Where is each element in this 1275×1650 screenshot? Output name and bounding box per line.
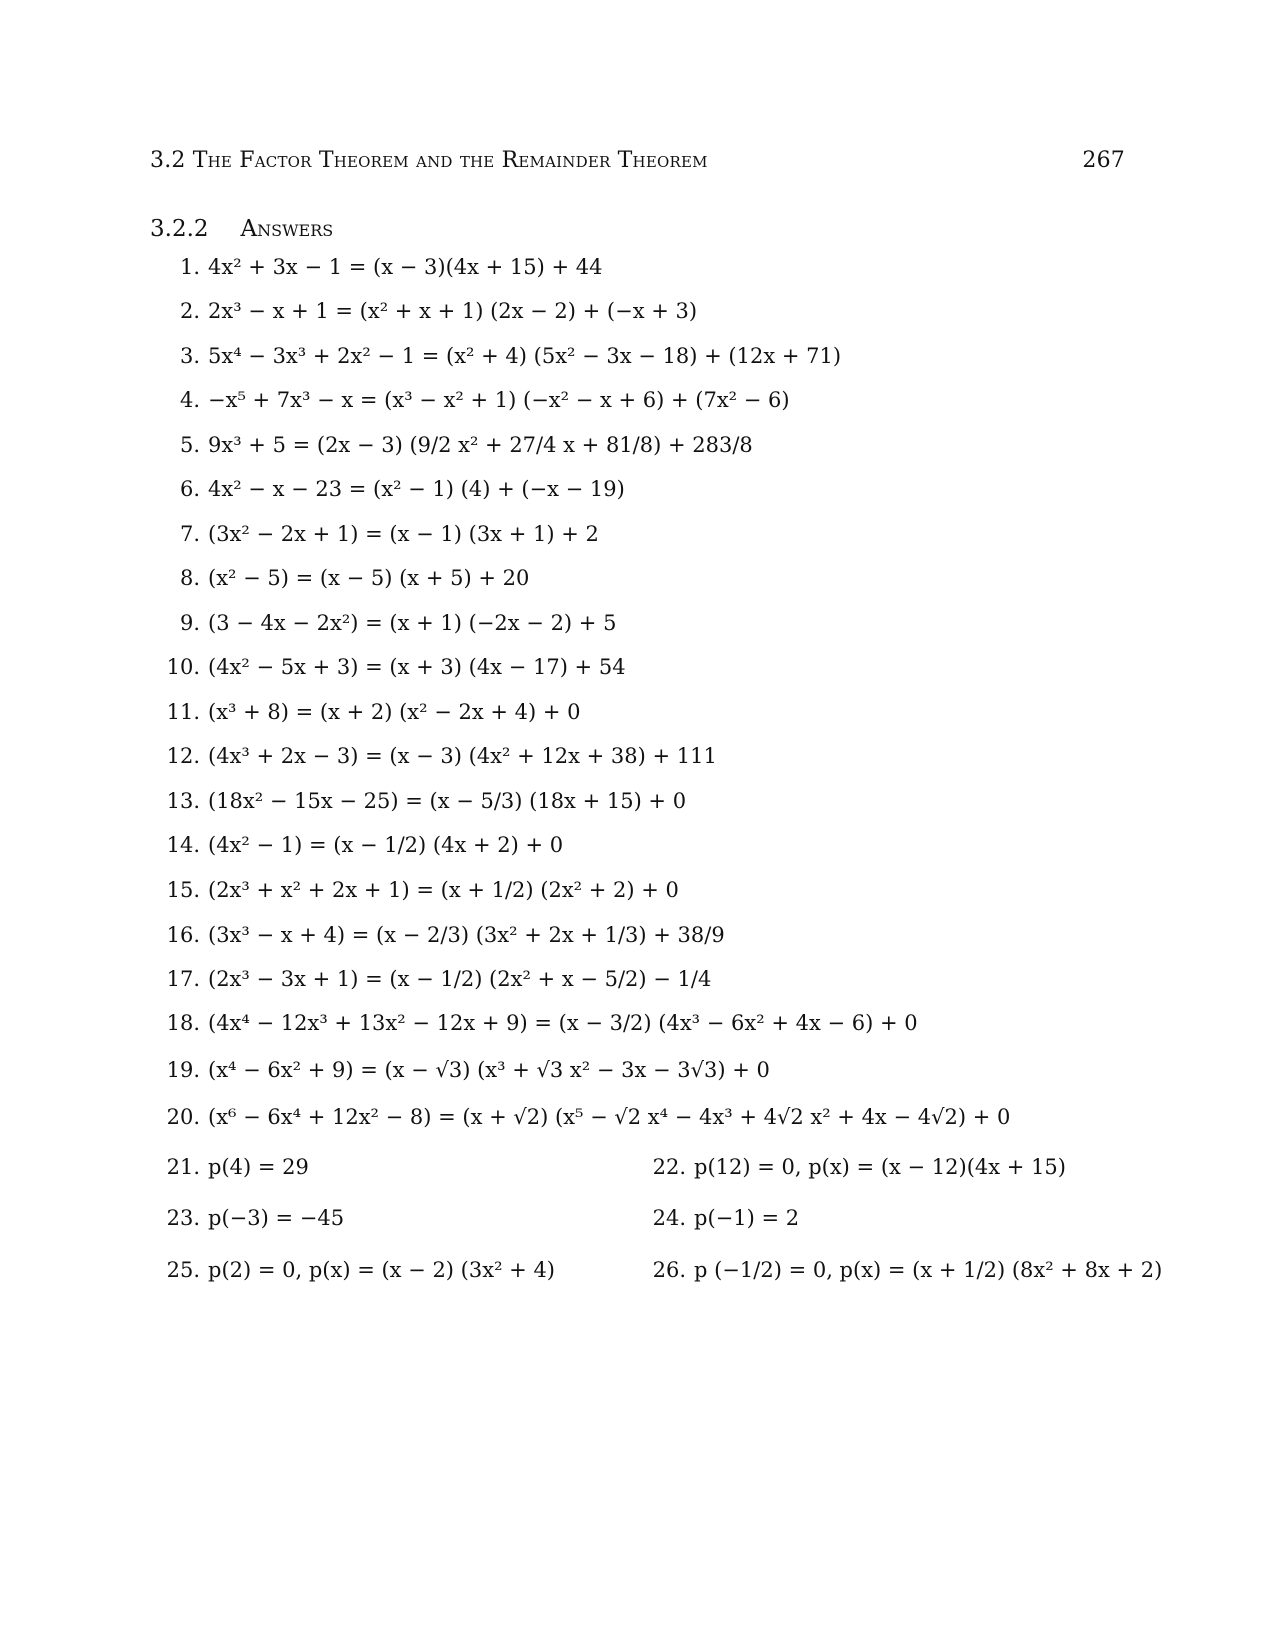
item-number: 14. — [166, 833, 200, 857]
item-number: 20. — [166, 1105, 200, 1129]
list-item — [150, 608, 616, 638]
page-number: 267 — [1082, 148, 1125, 173]
item-number: 19. — [166, 1058, 200, 1082]
item-number: 3. — [179, 344, 200, 368]
list-item — [150, 252, 603, 282]
item-number: 10. — [166, 655, 200, 679]
item-equation: (x⁴ − 6x² + 9) = (x − √3) (x³ + √3 x² − 3x − 3√3) + 0 — [208, 1058, 770, 1082]
section-number: 3.2.2 — [150, 216, 209, 242]
list-item — [150, 875, 679, 905]
item-equation: (4x⁴ − 12x³ + 13x² − 12x + 9) = (x − 3/2) (4x³ − 6x² + 4x − 6) + 0 — [208, 1011, 918, 1035]
list-item — [150, 830, 563, 860]
list-item — [636, 1152, 1066, 1182]
list-item — [150, 1055, 770, 1085]
item-number: 23. — [166, 1206, 200, 1230]
running-title: 3.2 The Factor Theorem and the Remainder Theorem — [150, 148, 708, 173]
list-item — [150, 385, 790, 415]
item-number: 24. — [652, 1206, 686, 1230]
list-item — [150, 1255, 555, 1285]
item-number: 6. — [179, 477, 200, 501]
item-equation: (3x² − 2x + 1) = (x − 1) (3x + 1) + 2 — [208, 522, 599, 546]
item-equation: (3 − 4x − 2x²) = (x + 1) (−2x − 2) + 5 — [208, 611, 617, 635]
item-equation: (4x² − 5x + 3) = (x + 3) (4x − 17) + 54 — [208, 655, 626, 679]
item-number: 18. — [166, 1011, 200, 1035]
list-item — [636, 1255, 1162, 1285]
item-equation: (x² − 5) = (x − 5) (x + 5) + 20 — [208, 566, 530, 590]
item-equation: (4x³ + 2x − 3) = (x − 3) (4x² + 12x + 38) + 111 — [208, 744, 717, 768]
item-number: 9. — [179, 611, 200, 635]
list-item — [150, 341, 841, 371]
item-number: 5. — [179, 433, 200, 457]
item-number: 2. — [179, 299, 200, 323]
list-item — [150, 741, 717, 771]
list-item — [150, 430, 753, 460]
item-equation: (2x³ − 3x + 1) = (x − 1/2) (2x² + x − 5/2) − 1/4 — [208, 967, 712, 991]
item-number: 1. — [179, 255, 200, 279]
item-number: 17. — [166, 967, 200, 991]
item-number: 16. — [166, 923, 200, 947]
item-equation: p(−1) = 2 — [694, 1206, 800, 1230]
item-number: 15. — [166, 878, 200, 902]
list-item — [150, 1008, 918, 1038]
item-number: 22. — [652, 1155, 686, 1179]
list-item — [150, 474, 625, 504]
item-equation: p(12) = 0, p(x) = (x − 12)(4x + 15) — [694, 1155, 1066, 1179]
section-title: Answers — [240, 216, 334, 242]
item-equation: p(2) = 0, p(x) = (x − 2) (3x² + 4) — [208, 1258, 555, 1282]
item-number: 26. — [652, 1258, 686, 1282]
list-item — [150, 1203, 344, 1233]
item-equation: (18x² − 15x − 25) = (x − 5/3) (18x + 15) + 0 — [208, 789, 687, 813]
list-item — [150, 964, 711, 994]
list-item — [150, 920, 725, 950]
item-number: 21. — [166, 1155, 200, 1179]
item-equation: (x⁶ − 6x⁴ + 12x² − 8) = (x + √2) (x⁵ − √2 x⁴ − 4x³ + 4√2 x² + 4x − 4√2) + 0 — [208, 1105, 1011, 1129]
list-item — [150, 1102, 1010, 1132]
list-item — [150, 1152, 309, 1182]
running-header — [150, 148, 1125, 178]
item-equation: (2x³ + x² + 2x + 1) = (x + 1/2) (2x² + 2) + 0 — [208, 878, 679, 902]
item-equation: 9x³ + 5 = (2x − 3) (9/2 x² + 27/4 x + 81/8) + 283/8 — [208, 433, 753, 457]
item-equation: 2x³ − x + 1 = (x² + x + 1) (2x − 2) + (−x + 3) — [208, 299, 698, 323]
list-item — [150, 519, 599, 549]
list-item — [150, 697, 581, 727]
item-equation: 4x² − x − 23 = (x² − 1) (4) + (−x − 19) — [208, 477, 625, 501]
item-number: 12. — [166, 744, 200, 768]
list-item — [150, 786, 686, 816]
item-number: 25. — [166, 1258, 200, 1282]
item-equation: p(4) = 29 — [208, 1155, 309, 1179]
item-number: 13. — [166, 789, 200, 813]
list-item — [150, 563, 529, 593]
list-item — [150, 296, 697, 326]
item-equation: p(−3) = −45 — [208, 1206, 345, 1230]
item-equation: p (−1/2) = 0, p(x) = (x + 1/2) (8x² + 8x + 2) — [694, 1258, 1163, 1282]
list-item — [636, 1203, 799, 1233]
item-equation: 4x² + 3x − 1 = (x − 3)(4x + 15) + 44 — [208, 255, 603, 279]
section-heading — [150, 216, 333, 242]
item-number: 11. — [166, 700, 200, 724]
item-number: 4. — [179, 388, 200, 412]
item-equation: (x³ + 8) = (x + 2) (x² − 2x + 4) + 0 — [208, 700, 581, 724]
list-item — [150, 652, 626, 682]
item-equation: (4x² − 1) = (x − 1/2) (4x + 2) + 0 — [208, 833, 564, 857]
item-equation: −x⁵ + 7x³ − x = (x³ − x² + 1) (−x² − x + 6) + (7x² − 6) — [208, 388, 790, 412]
item-equation: 5x⁴ − 3x³ + 2x² − 1 = (x² + 4) (5x² − 3x − 18) + (12x + 71) — [208, 344, 842, 368]
item-number: 8. — [179, 566, 200, 590]
item-equation: (3x³ − x + 4) = (x − 2/3) (3x² + 2x + 1/3) + 38/9 — [208, 923, 725, 947]
item-number: 7. — [179, 522, 200, 546]
